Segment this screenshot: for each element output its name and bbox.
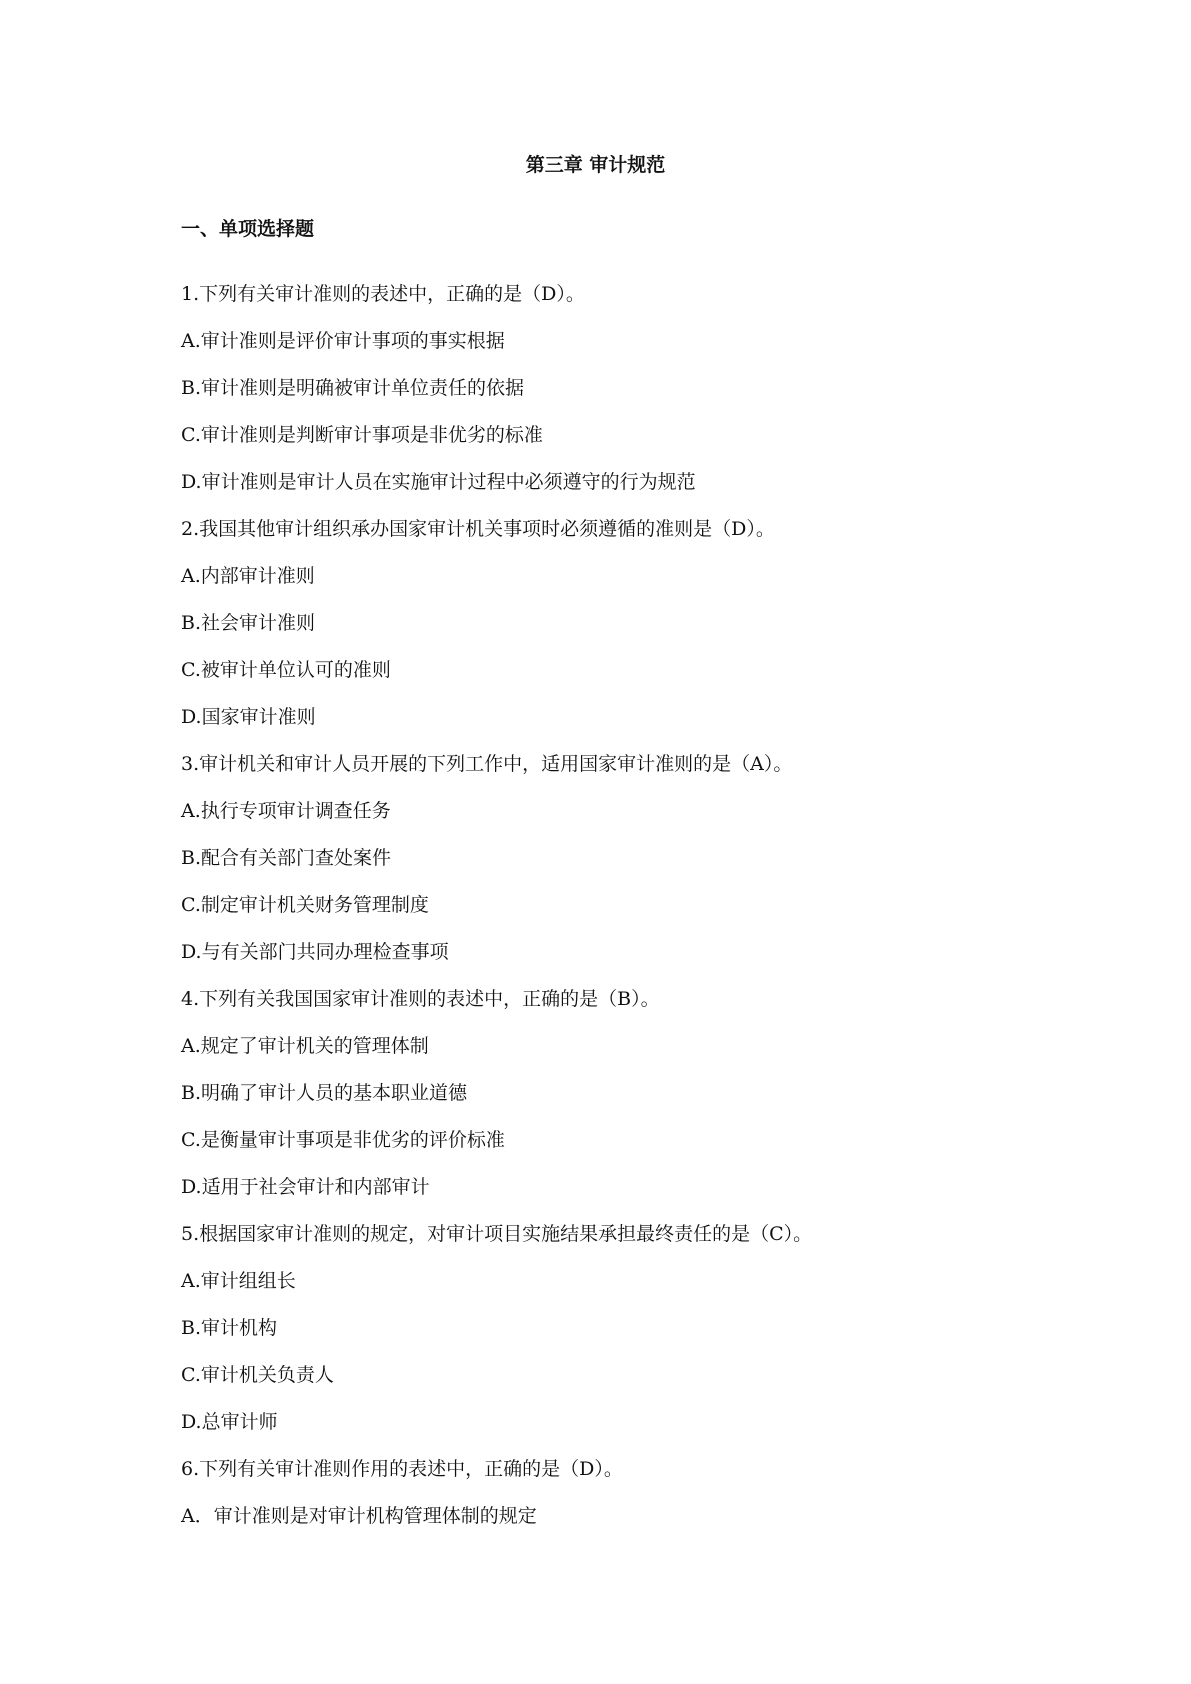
answer-option: B.审计准则是明确被审计单位责任的依据 bbox=[181, 377, 525, 399]
question-text: 2.我国其他审计组织承办国家审计机关事项时必须遵循的准则是（D）。 bbox=[181, 518, 775, 540]
answer-option: C.是衡量审计事项是非优劣的评价标准 bbox=[181, 1129, 505, 1151]
question-text: 6.下列有关审计准则作用的表述中，正确的是（D）。 bbox=[181, 1458, 623, 1480]
chapter-title: 第三章 审计规范 bbox=[525, 154, 666, 176]
answer-option: A.审计准则是评价审计事项的事实根据 bbox=[181, 330, 505, 352]
question-text: 5.根据国家审计准则的规定，对审计项目实施结果承担最终责任的是（C）。 bbox=[181, 1223, 813, 1245]
answer-option: D.国家审计准则 bbox=[181, 706, 316, 728]
question-list bbox=[181, 281, 1061, 1550]
answer-option: A.执行专项审计调查任务 bbox=[181, 800, 391, 822]
question-text: 4.下列有关我国国家审计准则的表述中，正确的是（B）。 bbox=[181, 988, 660, 1010]
answer-option: C.被审计单位认可的准则 bbox=[181, 659, 391, 681]
answer-option: D.适用于社会审计和内部审计 bbox=[181, 1176, 430, 1198]
answer-option: C.审计机关负责人 bbox=[181, 1364, 334, 1386]
question-text: 3.审计机关和审计人员开展的下列工作中，适用国家审计准则的是（A）。 bbox=[181, 753, 793, 775]
answer-option: B.审计机构 bbox=[181, 1317, 278, 1339]
answer-option: D.审计准则是审计人员在实施审计过程中必须遵守的行为规范 bbox=[181, 471, 696, 493]
answer-option: C.审计准则是判断审计事项是非优劣的标准 bbox=[181, 424, 543, 446]
answer-option: B.社会审计准则 bbox=[181, 612, 316, 634]
answer-option: C.制定审计机关财务管理制度 bbox=[181, 894, 429, 916]
answer-option: B.配合有关部门查处案件 bbox=[181, 847, 392, 869]
question-text: 1.下列有关审计准则的表述中，正确的是（D）。 bbox=[181, 283, 585, 305]
answer-option: D.与有关部门共同办理检查事项 bbox=[181, 941, 449, 963]
answer-option: D.总审计师 bbox=[181, 1411, 278, 1433]
answer-option: A．审计准则是对审计机构管理体制的规定 bbox=[181, 1505, 537, 1527]
answer-option: B.明确了审计人员的基本职业道德 bbox=[181, 1082, 468, 1104]
section-heading: 一、单项选择题 bbox=[181, 218, 315, 240]
answer-option: A.内部审计准则 bbox=[181, 565, 315, 587]
answer-option: A.规定了审计机关的管理体制 bbox=[181, 1035, 429, 1057]
answer-option: A.审计组组长 bbox=[181, 1270, 296, 1292]
